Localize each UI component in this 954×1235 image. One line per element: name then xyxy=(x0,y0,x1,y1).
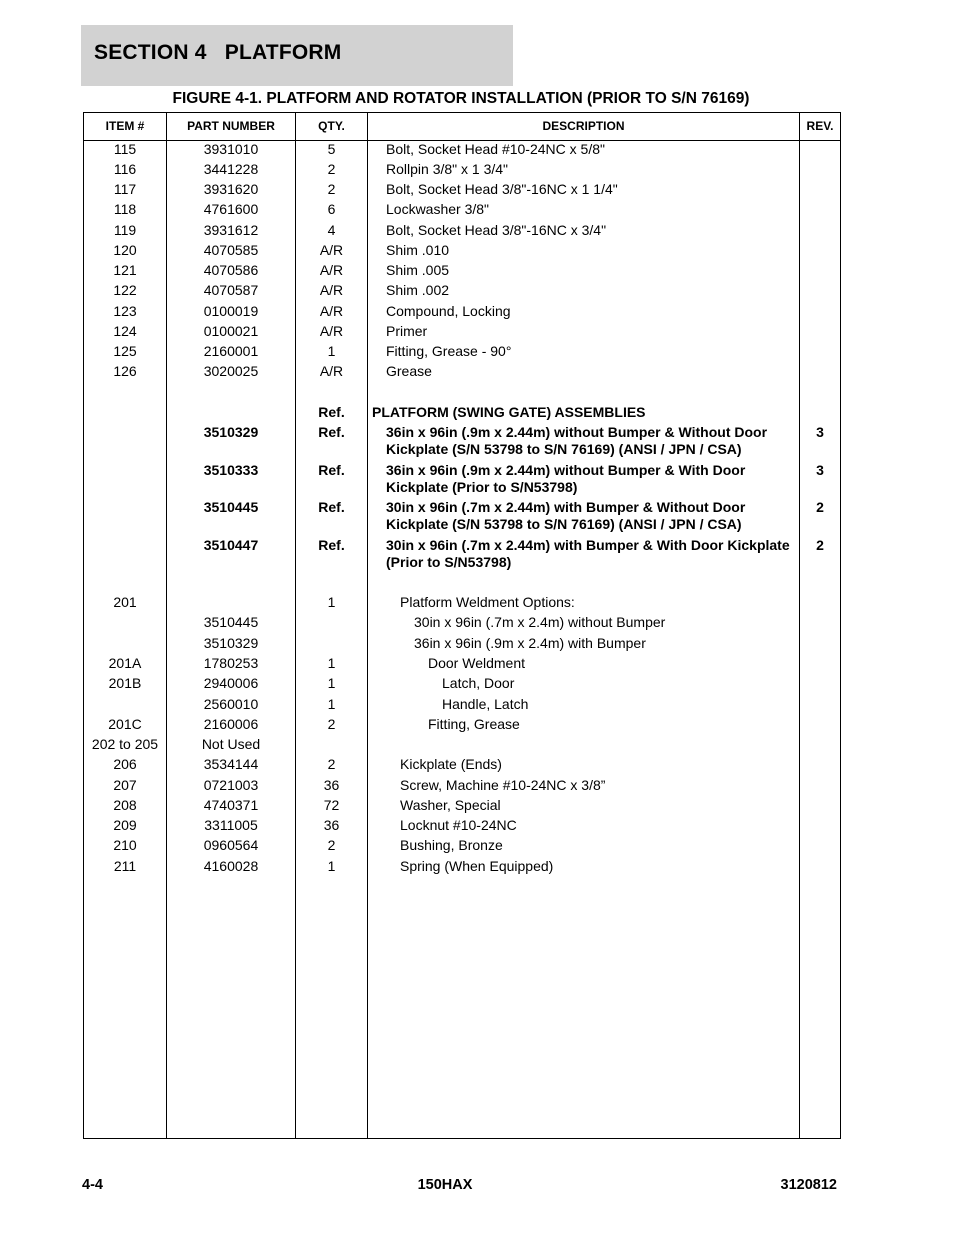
description-cell xyxy=(386,343,816,360)
description-line: Locknut #10-24NC xyxy=(400,817,517,833)
description-line: Latch, Door xyxy=(442,675,515,691)
qty-cell: 6 xyxy=(327,201,336,217)
description-line-2: Kickplate (Prior to S/N53798) xyxy=(386,479,578,495)
qty-cell: 1 xyxy=(327,655,336,671)
description-line: 36in x 96in (.9m x 2.44m) without Bumper & Without Door xyxy=(386,424,768,440)
description-line: Bolt, Socket Head 3/8"-16NC x 1 1/4" xyxy=(386,181,618,197)
description-cell xyxy=(414,635,844,652)
part-number-cell: 3311005 xyxy=(204,817,258,833)
qty-cell: 1 xyxy=(327,696,336,712)
description-line: Shim .005 xyxy=(386,262,450,278)
part-number-cell: 4070586 xyxy=(203,262,259,278)
header-qty: QTY. xyxy=(318,119,345,133)
description-line: Washer, Special xyxy=(400,797,501,813)
item-cell: 211 xyxy=(113,858,137,874)
qty-cell: A/R xyxy=(319,363,344,379)
part-number-cell: 3510447 xyxy=(203,537,259,553)
qty-cell: Ref. xyxy=(318,537,345,553)
qty-cell: A/R xyxy=(319,303,344,319)
qty-cell: 4 xyxy=(327,222,336,238)
part-number-cell: 3510445 xyxy=(203,614,259,630)
part-number-cell: 3510333 xyxy=(203,462,259,478)
description-line: Fitting, Grease - 90° xyxy=(386,343,512,359)
description-line: PLATFORM (SWING GATE) ASSEMBLIES xyxy=(372,404,646,420)
part-number-cell: 2160001 xyxy=(203,343,259,359)
part-number-cell: 4160028 xyxy=(203,858,259,874)
item-cell: 115 xyxy=(113,141,137,157)
item-cell: 207 xyxy=(113,777,137,793)
qty-cell: 2 xyxy=(327,837,336,853)
figure-title: FIGURE 4-1. PLATFORM AND ROTATOR INSTALLATION (PRIOR TO S/N 76169) xyxy=(172,90,750,107)
model-name: 150HAX xyxy=(417,1177,473,1193)
qty-cell: A/R xyxy=(319,282,344,298)
qty-cell: 36 xyxy=(323,777,340,793)
description-cell xyxy=(442,696,872,713)
description-cell xyxy=(386,262,816,279)
description-line: Shim .010 xyxy=(386,242,450,258)
description-cell xyxy=(386,537,816,571)
description-cell xyxy=(386,323,816,340)
description-line: 30in x 96in (.7m x 2.4m) without Bumper xyxy=(414,614,666,630)
item-cell: 201 xyxy=(113,594,137,610)
description-cell xyxy=(386,462,816,496)
description-cell xyxy=(400,837,830,854)
description-cell xyxy=(428,716,858,733)
part-number-cell: 3534144 xyxy=(203,756,259,772)
description-cell xyxy=(386,303,816,320)
part-number-cell: 2940006 xyxy=(203,675,259,691)
item-cell: 119 xyxy=(113,222,137,238)
part-number-cell: 0721003 xyxy=(203,777,259,793)
description-cell xyxy=(386,141,816,158)
column-divider xyxy=(367,113,368,1138)
description-line: Screw, Machine #10-24NC x 3/8” xyxy=(400,777,606,793)
description-cell xyxy=(414,614,844,631)
part-number-cell: 3510445 xyxy=(203,499,259,515)
part-number-cell: 3931010 xyxy=(203,141,259,157)
item-cell: 118 xyxy=(113,201,137,217)
item-cell: 202 to 205 xyxy=(91,736,159,752)
part-number-cell: 3931620 xyxy=(203,181,259,197)
item-cell: 117 xyxy=(113,181,137,197)
description-cell xyxy=(400,594,830,611)
item-cell: 201A xyxy=(108,655,142,671)
item-cell: 206 xyxy=(113,756,137,772)
description-line: Grease xyxy=(386,363,432,379)
description-line-2: Kickplate (S/N 53798 to S/N 76169) (ANSI / JPN / CSA) xyxy=(386,516,742,532)
description-cell xyxy=(386,222,816,239)
parts-table xyxy=(83,112,841,1139)
description-cell xyxy=(400,756,830,773)
description-line: Lockwasher 3/8" xyxy=(386,201,490,217)
description-line: Handle, Latch xyxy=(442,696,529,712)
item-cell: 124 xyxy=(113,323,137,339)
qty-cell: 2 xyxy=(327,716,336,732)
qty-cell: 1 xyxy=(327,858,336,874)
description-cell xyxy=(400,858,830,875)
qty-cell: 36 xyxy=(323,817,340,833)
qty-cell: A/R xyxy=(319,323,344,339)
document-number: 3120812 xyxy=(780,1177,837,1193)
qty-cell: Ref. xyxy=(318,424,345,440)
item-cell: 123 xyxy=(113,303,137,319)
rev-cell: 3 xyxy=(816,462,824,478)
description-line: Bolt, Socket Head 3/8"-16NC x 3/4" xyxy=(386,222,607,238)
description-line: Shim .002 xyxy=(386,282,450,298)
part-number-cell: 4070585 xyxy=(203,242,259,258)
item-cell: 201C xyxy=(108,716,142,732)
description-line: Spring (When Equipped) xyxy=(400,858,554,874)
header-part-number: PART NUMBER xyxy=(187,119,275,133)
qty-cell: Ref. xyxy=(318,404,345,420)
description-cell xyxy=(400,817,830,834)
item-cell: 201B xyxy=(108,675,142,691)
description-line-2: Kickplate (S/N 53798 to S/N 76169) (ANSI / JPN / CSA) xyxy=(386,441,742,457)
description-cell xyxy=(386,499,816,533)
description-cell xyxy=(400,736,830,753)
description-line: 36in x 96in (.9m x 2.44m) without Bumper & With Door xyxy=(386,462,746,478)
item-cell: 121 xyxy=(113,262,137,278)
description-cell xyxy=(386,242,816,259)
description-line-2: (Prior to S/N53798) xyxy=(386,554,512,570)
qty-cell: 2 xyxy=(327,161,336,177)
header-rev: REV. xyxy=(806,119,834,133)
rev-cell: 2 xyxy=(816,537,824,553)
part-number-cell: 2560010 xyxy=(203,696,259,712)
description-line: Platform Weldment Options: xyxy=(400,594,575,610)
description-line: Kickplate (Ends) xyxy=(400,756,502,772)
qty-cell: 2 xyxy=(327,756,336,772)
header-item: ITEM # xyxy=(105,119,145,133)
section-banner xyxy=(81,25,513,86)
description-line: Rollpin 3/8" x 1 3/4" xyxy=(386,161,509,177)
description-cell xyxy=(386,201,816,218)
item-cell: 208 xyxy=(113,797,137,813)
description-line: Bolt, Socket Head #10-24NC x 5/8" xyxy=(386,141,605,157)
rev-cell: 2 xyxy=(816,499,824,515)
description-line: Primer xyxy=(386,323,428,339)
part-number-cell: 0960564 xyxy=(203,837,259,853)
item-cell: 125 xyxy=(113,343,137,359)
description-cell xyxy=(386,181,816,198)
description-cell xyxy=(400,797,830,814)
qty-cell: A/R xyxy=(319,242,344,258)
qty-cell: 1 xyxy=(327,594,336,610)
qty-cell: 5 xyxy=(327,141,336,157)
item-cell: 122 xyxy=(113,282,137,298)
description-line: 30in x 96in (.7m x 2.44m) with Bumper & With Door Kickplate xyxy=(386,537,790,553)
description-cell xyxy=(400,777,830,794)
qty-cell: Ref. xyxy=(318,499,345,515)
qty-cell: 72 xyxy=(323,797,340,813)
description-cell xyxy=(428,655,858,672)
header-description: DESCRIPTION xyxy=(542,119,625,133)
qty-cell: 1 xyxy=(327,675,336,691)
description-line: Fitting, Grease xyxy=(428,716,520,732)
part-number-cell: 3020025 xyxy=(203,363,259,379)
rev-cell: 3 xyxy=(816,424,824,440)
part-number-cell: 4740371 xyxy=(203,797,259,813)
qty-cell: A/R xyxy=(319,262,344,278)
part-number-cell: 3510329 xyxy=(203,635,259,651)
part-number-cell: 2160006 xyxy=(203,716,259,732)
item-cell: 120 xyxy=(113,242,137,258)
part-number-cell: 3441228 xyxy=(203,161,259,177)
section-title: SECTION 4 PLATFORM xyxy=(94,41,342,64)
description-line: Compound, Locking xyxy=(386,303,511,319)
part-number-cell: 3931612 xyxy=(203,222,259,238)
item-cell: 116 xyxy=(113,161,137,177)
part-number-cell: 4761600 xyxy=(203,201,259,217)
qty-cell: Ref. xyxy=(318,462,345,478)
part-number-cell: Not Used xyxy=(201,736,261,752)
description-line: Bushing, Bronze xyxy=(400,837,503,853)
part-number-cell: 0100021 xyxy=(203,323,259,339)
description-cell xyxy=(386,424,816,458)
part-number-cell: 3510329 xyxy=(203,424,259,440)
description-line: 36in x 96in (.9m x 2.4m) with Bumper xyxy=(414,635,646,651)
description-line: Door Weldment xyxy=(428,655,526,671)
description-cell xyxy=(386,282,816,299)
item-cell: 126 xyxy=(113,363,137,379)
item-cell: 210 xyxy=(113,837,137,853)
part-number-cell: 4070587 xyxy=(203,282,259,298)
part-number-cell: 0100019 xyxy=(203,303,259,319)
table-header xyxy=(84,113,840,141)
qty-cell: 1 xyxy=(327,343,336,359)
description-cell xyxy=(442,675,872,692)
description-cell xyxy=(386,161,816,178)
description-cell xyxy=(372,404,802,421)
page-number: 4-4 xyxy=(82,1177,103,1193)
part-number-cell: 1780253 xyxy=(203,655,259,671)
qty-cell: 2 xyxy=(327,181,336,197)
description-cell xyxy=(386,363,816,380)
item-cell: 209 xyxy=(113,817,137,833)
description-line: 30in x 96in (.7m x 2.44m) with Bumper & Without Door xyxy=(386,499,746,515)
